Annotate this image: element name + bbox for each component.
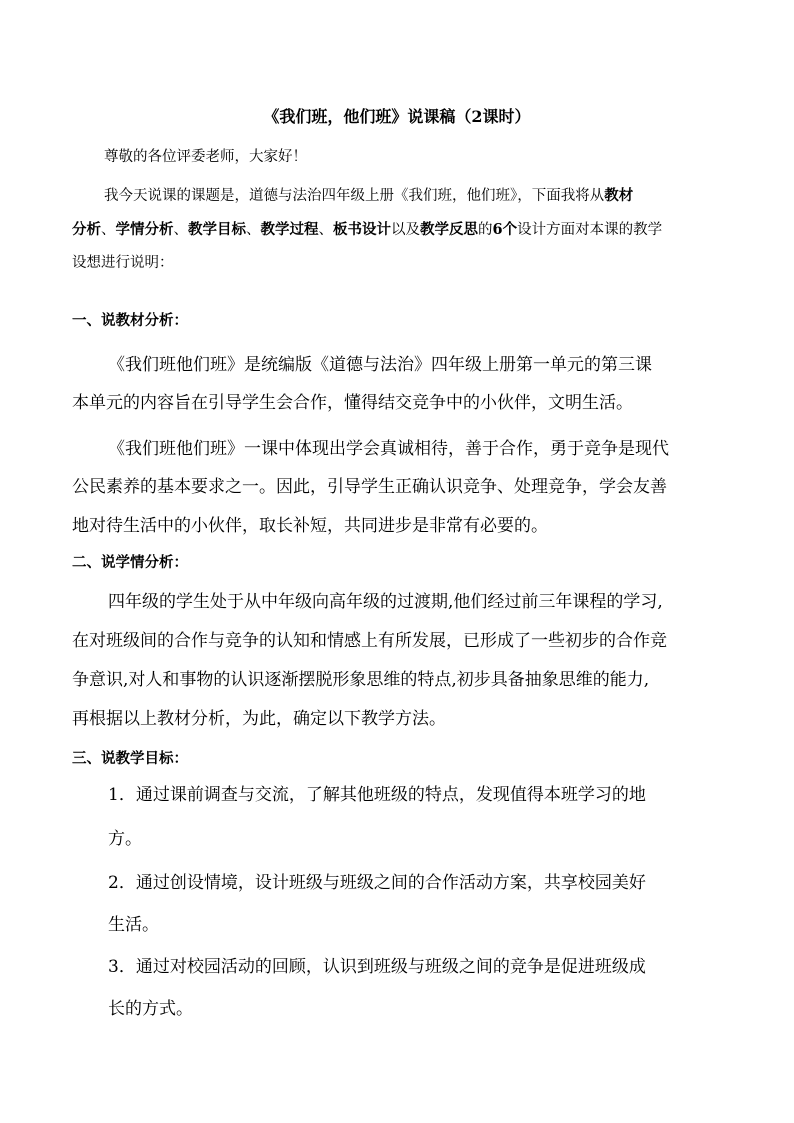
section2-heading: 二、说学情分析： [72, 554, 188, 571]
page-title: 《我们班，他们班》说课稿（2课时） [263, 107, 531, 126]
intro-line2-segment: 的 [478, 222, 493, 238]
greeting: 尊敬的各位评委老师，大家好！ [104, 149, 307, 165]
intro-line2-segment: 学情分析 [115, 221, 174, 238]
intro-line2-segment: 6个 [492, 221, 518, 238]
section2-line-4: 再根据以上教材分析，为此，确定以下教学方法。 [72, 709, 446, 729]
intro-line2-segment: 、 [246, 222, 261, 238]
intro-line2-segment: 设计方面对本课的教学 [517, 222, 663, 238]
section3-item-2-cont: 生活。 [108, 915, 159, 935]
intro-line-1 [104, 184, 727, 205]
section2-line-2: 在对班级间的合作与竞争的认知和情感上有所发展，已形成了一些初步的合作竞 [72, 631, 667, 651]
intro-line2-segment: 教学过程 [260, 221, 319, 238]
intro-line2-segment: 教学反思 [420, 221, 478, 238]
intro-line-2 [72, 218, 727, 239]
intro-line-3: 设想进行说明： [72, 255, 174, 271]
section1-heading: 一、说教材分析： [72, 312, 188, 329]
intro-line2-segment: 以及 [391, 222, 420, 238]
section1-line-2: 本单元的内容旨在引导学生会合作，懂得结交竞争中的小伙伴，文明生活。 [72, 393, 633, 413]
section1-line-5: 地对待生活中的小伙伴，取长补短，共同进步是非常有必要的。 [72, 516, 548, 536]
section1-line-3: 《我们班他们班》一课中体现出学会真诚相待，善于合作，勇于竞争是现代 [108, 439, 669, 459]
section3-heading: 三、说教学目标： [72, 750, 188, 767]
section3-item-3-cont: 长的方式。 [108, 999, 193, 1019]
intro-line2-segment: 教学目标 [188, 221, 246, 238]
intro-text: 我今天说课的课题是，道德与法治四年级上册《我们班，他们班》，下面我将从 [104, 188, 605, 204]
section3-item-2: 2．通过创设情境，设计班级与班级之间的合作活动方案，共享校园美好 [108, 873, 646, 893]
section2-line-3: 争意识,对人和事物的认识逐渐摆脱形象思维的特点,初步具备抽象思维的能力, [72, 670, 650, 690]
intro-line2-segment: 、 [173, 222, 188, 238]
section3-item-3: 3．通过对校园活动的回顾，认识到班级与班级之间的竞争是促进班级成 [108, 957, 646, 977]
intro-line2-segment: 分析 [72, 221, 101, 238]
intro-line2-segment: 、 [101, 222, 116, 238]
section2-line-1: 四年级的学生处于从中年级向高年级的过渡期,他们经过前三年课程的学习, [108, 592, 663, 612]
section3-item-1-cont: 方。 [108, 829, 142, 849]
intro-line2-segment: 板书设计 [333, 221, 391, 238]
section1-line-1: 《我们班他们班》是统编版《道德与法治》四年级上册第一单元的第三课 [108, 355, 652, 375]
intro-line2-segment: 、 [318, 222, 333, 238]
section3-item-1: 1．通过课前调查与交流，了解其他班级的特点，发现值得本班学习的地 [108, 785, 646, 805]
section1-line-4: 公民素养的基本要求之一。因此，引导学生正确认识竞争、处理竞争，学会友善 [72, 477, 667, 497]
intro-bold-jiaocai: 教材 [604, 187, 634, 204]
